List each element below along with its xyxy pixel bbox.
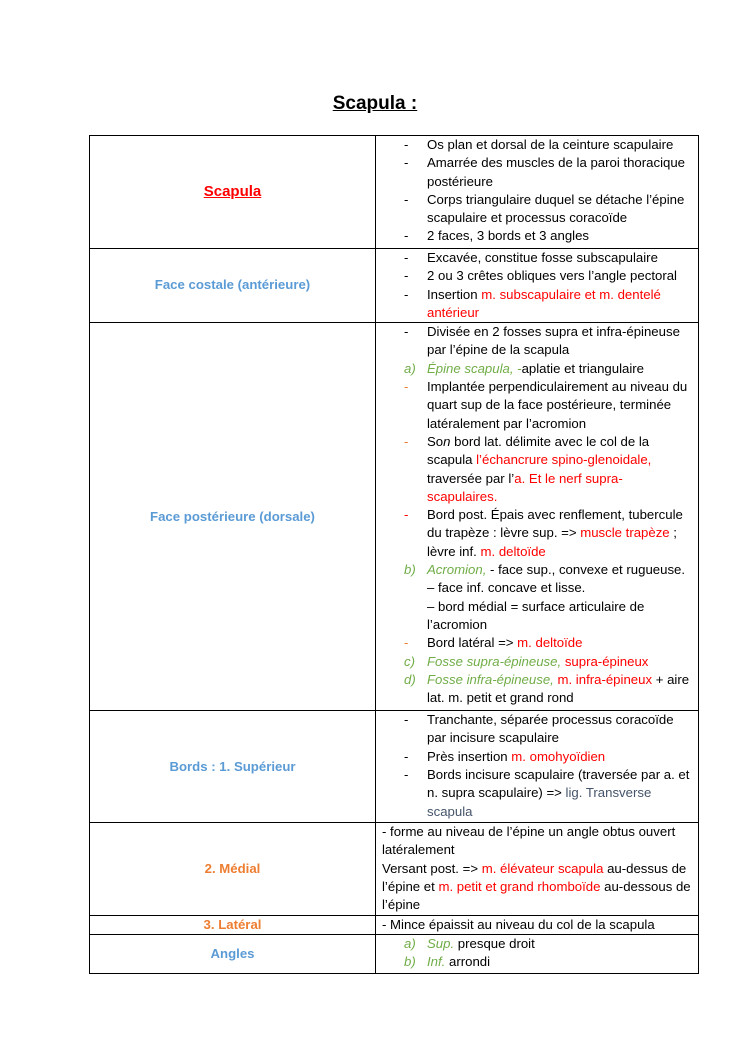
text-run: muscle trapèze bbox=[580, 525, 670, 541]
row-heading: Face postérieure (dorsale) bbox=[150, 508, 315, 524]
bullet-list bbox=[376, 935, 698, 972]
text-run: ; lèvre inf. bbox=[427, 525, 677, 559]
list-item bbox=[376, 286, 692, 323]
bullet-marker: - bbox=[404, 712, 409, 728]
list-item bbox=[376, 653, 692, 671]
text-run: Excavée, constitue fosse subscapulaire bbox=[427, 250, 658, 265]
row-content-cell bbox=[376, 323, 699, 711]
row-content-cell bbox=[376, 711, 699, 823]
text-run: Près insertion bbox=[427, 748, 512, 764]
text-run: m. élévateur scapula bbox=[481, 860, 604, 876]
text-run: supra-épineux bbox=[561, 653, 649, 669]
text-run: - forme au niveau de l’épine un angle obtus ouvert latéralement bbox=[382, 824, 676, 858]
list-item bbox=[376, 360, 692, 378]
list-item bbox=[376, 191, 692, 228]
text-run: + aire lat. m. petit et grand rond bbox=[427, 671, 690, 706]
text-run: Inf. bbox=[427, 954, 446, 970]
text-run: Tranchante, séparée processus coracoïde par incisure scapulaire bbox=[427, 712, 674, 746]
list-item bbox=[376, 323, 692, 360]
list-item bbox=[376, 748, 692, 766]
row-heading-cell bbox=[90, 934, 376, 973]
table-row bbox=[90, 915, 699, 934]
text-run: presque droit bbox=[454, 935, 535, 951]
row-content-cell bbox=[376, 934, 699, 973]
text-run: Fosse supra-épineuse, bbox=[427, 653, 562, 669]
list-item bbox=[376, 711, 692, 748]
bullet-marker: - bbox=[404, 635, 409, 651]
bullet-marker: - bbox=[404, 379, 409, 395]
row-heading: Scapula bbox=[203, 182, 262, 200]
text-run: Bord post. Épais avec renflement, tubercule du trapèze : lèvre sup. => bbox=[427, 507, 683, 541]
row-heading: Face costale (antérieure) bbox=[154, 277, 311, 293]
text-run: Bords incisure scapulaire (traversée par a. et n. supra scapulaire) => bbox=[427, 767, 690, 801]
text-run: Versant post. => bbox=[382, 860, 482, 876]
bullet-marker: - bbox=[404, 748, 409, 764]
bullet-marker: - bbox=[404, 137, 409, 152]
bullet-marker: - bbox=[404, 268, 409, 284]
bullet-marker: a) bbox=[404, 935, 416, 951]
text-run: Amarrée des muscles de la paroi thoracique postérieure bbox=[427, 155, 686, 189]
bullet-marker: - bbox=[404, 507, 409, 523]
list-item bbox=[376, 378, 692, 433]
list-item bbox=[376, 935, 692, 953]
text-run: bord lat. délimite avec le col de la scapula bbox=[427, 433, 650, 468]
table-row bbox=[90, 711, 699, 823]
text-run: m. subscapulaire et m. dentelé antérieur bbox=[427, 286, 661, 320]
text-run: m. deltoïde bbox=[517, 635, 583, 651]
row-heading: 2. Médial bbox=[204, 860, 261, 876]
row-content-cell bbox=[376, 136, 699, 249]
list-item bbox=[376, 671, 692, 708]
text-run: Divisée en 2 fosses supra et infra-épineuse par l’épine de la scapula bbox=[427, 324, 680, 358]
table-row bbox=[90, 249, 699, 323]
text-run: - face sup., convexe et rugueuse. – face inf. concave et lisse. bbox=[427, 562, 686, 596]
bullet-list bbox=[376, 136, 698, 246]
bullet-marker: - bbox=[404, 324, 409, 340]
text-run: lig. Transverse scapula bbox=[427, 785, 652, 819]
table-row bbox=[90, 323, 699, 711]
text-run: a. Et le nerf supra-scapulaires. bbox=[427, 470, 623, 504]
text-run: traversée par l’ bbox=[427, 470, 515, 486]
text-run: So bbox=[427, 433, 444, 449]
row-content-cell bbox=[376, 915, 699, 934]
text-run: Os plan et dorsal de la ceinture scapulaire bbox=[427, 137, 674, 152]
bullet-list bbox=[376, 711, 698, 821]
bullet-marker: - bbox=[404, 191, 409, 207]
list-item bbox=[376, 154, 692, 191]
list-item bbox=[376, 506, 692, 561]
text-run: aplatie et triangulaire bbox=[521, 360, 645, 376]
list-item bbox=[376, 561, 692, 634]
text-run: m. deltoïde bbox=[480, 543, 546, 559]
row-heading-cell bbox=[90, 323, 376, 711]
list-item bbox=[376, 634, 692, 652]
list-item bbox=[376, 249, 692, 267]
bullet-marker: - bbox=[404, 228, 409, 244]
bullet-list bbox=[376, 323, 698, 707]
text-run: Corps triangulaire duquel se détache l’épine scapulaire et processus coracoïde bbox=[427, 191, 685, 226]
text-run: 2 faces, 3 bords et 3 angles bbox=[427, 228, 590, 244]
text-run: m. petit et grand rhomboïde bbox=[438, 879, 601, 895]
text-run: 2 ou 3 crêtes obliques vers l’angle pectoral bbox=[427, 268, 677, 284]
text-run: – bord médial = surface articulaire de l’acromion bbox=[427, 598, 645, 632]
text-run: arrondi bbox=[445, 954, 491, 970]
plain-text bbox=[376, 916, 698, 934]
bullet-marker: b) bbox=[404, 954, 416, 970]
text-run: l’échancrure spino-glenoidale, bbox=[476, 452, 652, 468]
row-heading: Angles bbox=[210, 945, 255, 961]
row-heading-cell bbox=[90, 249, 376, 323]
text-run: Sup. bbox=[427, 935, 455, 951]
bullet-marker: b) bbox=[404, 562, 416, 578]
bullet-marker: - bbox=[404, 155, 409, 171]
text-run: Acromion, bbox=[427, 562, 487, 578]
text-run: au-dessous de l’épine bbox=[382, 879, 691, 913]
row-heading: Bords : 1. Supérieur bbox=[169, 758, 296, 774]
table-row bbox=[90, 136, 699, 249]
table-row bbox=[90, 934, 699, 973]
page-title: Scapula : bbox=[332, 93, 418, 114]
list-item bbox=[376, 136, 692, 154]
text-run: Implantée perpendiculairement au niveau du quart sup de la face postérieure, terminée latéralement par l’acromion bbox=[427, 379, 688, 431]
text-run: - Mince épaissit au niveau du col de la scapula bbox=[382, 916, 655, 932]
row-heading-cell bbox=[90, 915, 376, 934]
bullet-marker: c) bbox=[404, 653, 415, 669]
bullet-marker: - bbox=[404, 286, 409, 302]
bullet-list bbox=[376, 249, 698, 322]
text-run: m. omohyoïdien bbox=[511, 748, 606, 764]
plain-text bbox=[376, 823, 698, 914]
text-run: Fosse infra-épineuse, bbox=[427, 671, 554, 687]
bullet-marker: - bbox=[404, 250, 409, 265]
row-heading-cell bbox=[90, 711, 376, 823]
table-row bbox=[90, 823, 699, 915]
list-item bbox=[376, 267, 692, 285]
text-run: Insertion bbox=[427, 286, 482, 302]
row-content-cell bbox=[376, 823, 699, 915]
bullet-marker: d) bbox=[404, 671, 416, 687]
text-run: Bord latéral => bbox=[427, 635, 518, 651]
scapula-table bbox=[89, 135, 699, 974]
text-run: n bbox=[443, 433, 451, 449]
list-item bbox=[376, 227, 692, 245]
text-run: m. infra-épineux bbox=[553, 671, 653, 687]
list-item bbox=[376, 766, 692, 821]
text-run: Épine scapula, - bbox=[427, 360, 522, 376]
row-heading-cell bbox=[90, 136, 376, 249]
list-item bbox=[376, 953, 692, 971]
text-run: au-dessus de l’épine et bbox=[382, 860, 687, 895]
row-heading-cell bbox=[90, 823, 376, 915]
bullet-marker: a) bbox=[404, 360, 416, 376]
bullet-marker: - bbox=[404, 767, 409, 783]
list-item bbox=[376, 433, 692, 506]
bullet-marker: - bbox=[404, 433, 409, 449]
row-heading: 3. Latéral bbox=[203, 916, 262, 932]
row-content-cell bbox=[376, 249, 699, 323]
